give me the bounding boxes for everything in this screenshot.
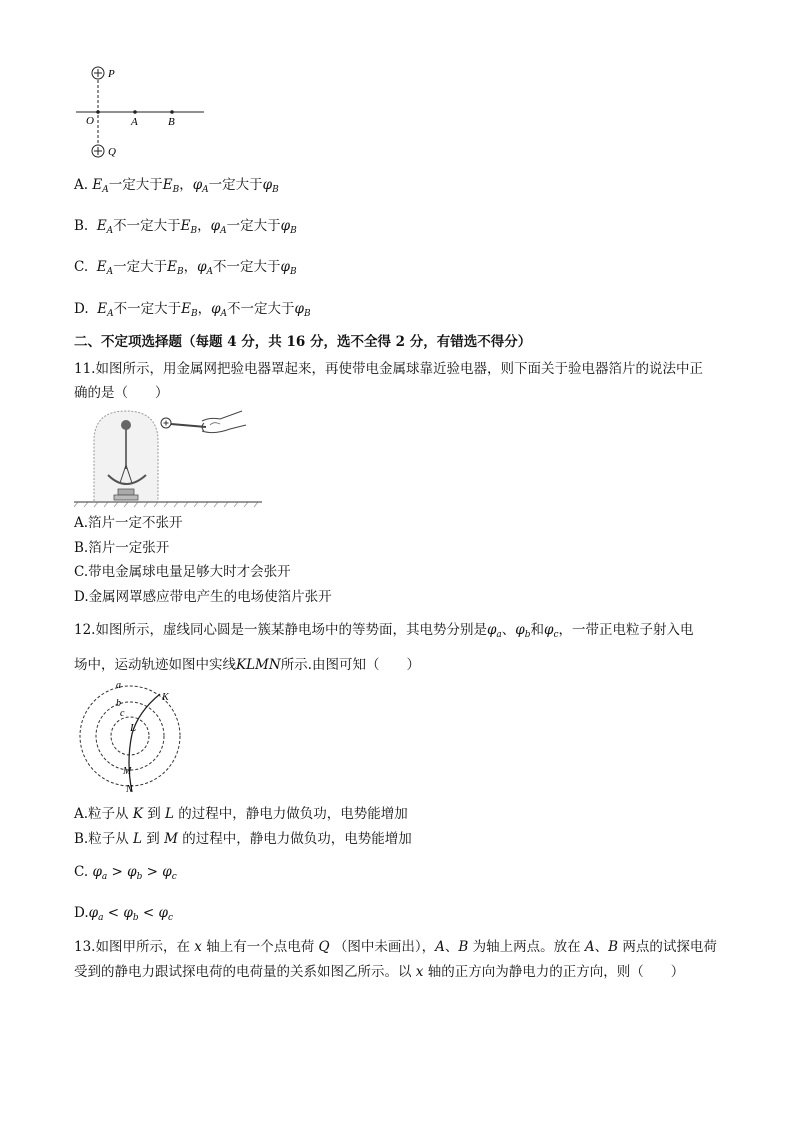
label-q: Q	[108, 146, 116, 158]
q10-option-d[interactable]: D. $E_A$不一定大于$E_B$，$\varphi_A$不一定大于$\varphi_B$	[74, 301, 311, 319]
label-m: M	[123, 766, 132, 777]
label-l: L	[130, 722, 137, 734]
label-b: B	[168, 116, 175, 128]
label-n: N	[126, 784, 133, 794]
q11-option-b[interactable]: B.箔片一定张开	[74, 540, 170, 556]
q10-option-b[interactable]: B. $E_A$不一定大于$E_B$，$\varphi_A$一定大于$\varphi_B$	[74, 218, 297, 236]
figure-electroscope	[74, 403, 264, 509]
label-a: A	[131, 116, 138, 128]
q13-stem-line1: 13.如图甲所示，在 x 轴上有一个点电荷 Q （图中未画出），A、B 为轴上两点。放在 A、B 两点的试探电荷	[74, 939, 717, 955]
q12-option-b[interactable]: B.粒子从 L 到 M 的过程中，静电力做负功，电势能增加	[74, 831, 412, 847]
q11-stem-line1: 11.如图所示，用金属网把验电器罩起来，再使带电金属球靠近验电器，则下面关于验电器箔片的说法中正	[74, 361, 703, 377]
label-c: c	[120, 708, 125, 719]
q10-option-c[interactable]: C. $E_A$一定大于$E_B$，$\varphi_A$不一定大于$\varphi_B$	[74, 259, 297, 277]
figure-equipotential	[74, 676, 186, 794]
q12-stem-line2: 场中，运动轨迹如图中实线KLMN所示.由图可知（ ）	[74, 657, 420, 673]
q12-option-d[interactable]: $D.\varphi_a < \varphi_b < \varphi_c$	[74, 905, 173, 923]
q11-option-d[interactable]: D.金属网罩感应带电产生的电场使箔片张开	[74, 589, 332, 605]
q12-option-a[interactable]: A.粒子从 K 到 L 的过程中，静电力做负功，电势能增加	[74, 806, 408, 822]
label-o: O	[86, 115, 94, 127]
label-a: a	[116, 680, 121, 691]
label-p: P	[108, 68, 115, 80]
q11-option-c[interactable]: C.带电金属球电量足够大时才会张开	[74, 564, 291, 580]
label-k: K	[162, 692, 169, 703]
q13-stem-line2: 受到的静电力跟试探电荷的电荷量的关系如图乙所示。以 x 轴的正方向为静电力的正方向，则（ ）	[74, 964, 685, 980]
q12-stem-line1: 12.如图所示，虚线同心圆是一簇某静电场中的等势面，其电势分别是$\varphi_a$、$\varphi_b$和$\varphi_c$，一带正电粒子射入电	[74, 622, 694, 640]
q11-stem-line2: 确的是（ ）	[74, 385, 169, 401]
q12-option-c[interactable]: C. $\varphi_a > \varphi_b > \varphi_c$	[74, 864, 177, 882]
q10-option-a[interactable]: A. $E_A$一定大于$E_B$，$\varphi_A$一定大于$\varphi_B$	[74, 177, 279, 195]
section-heading: 二、不定项选择题（每题 4 分，共 16 分，选不全得 2 分，有错选不得分）	[74, 334, 532, 350]
label-b: b	[116, 698, 121, 709]
q11-option-a[interactable]: A.箔片一定不张开	[74, 515, 183, 531]
figure-charges-axis	[72, 60, 212, 164]
